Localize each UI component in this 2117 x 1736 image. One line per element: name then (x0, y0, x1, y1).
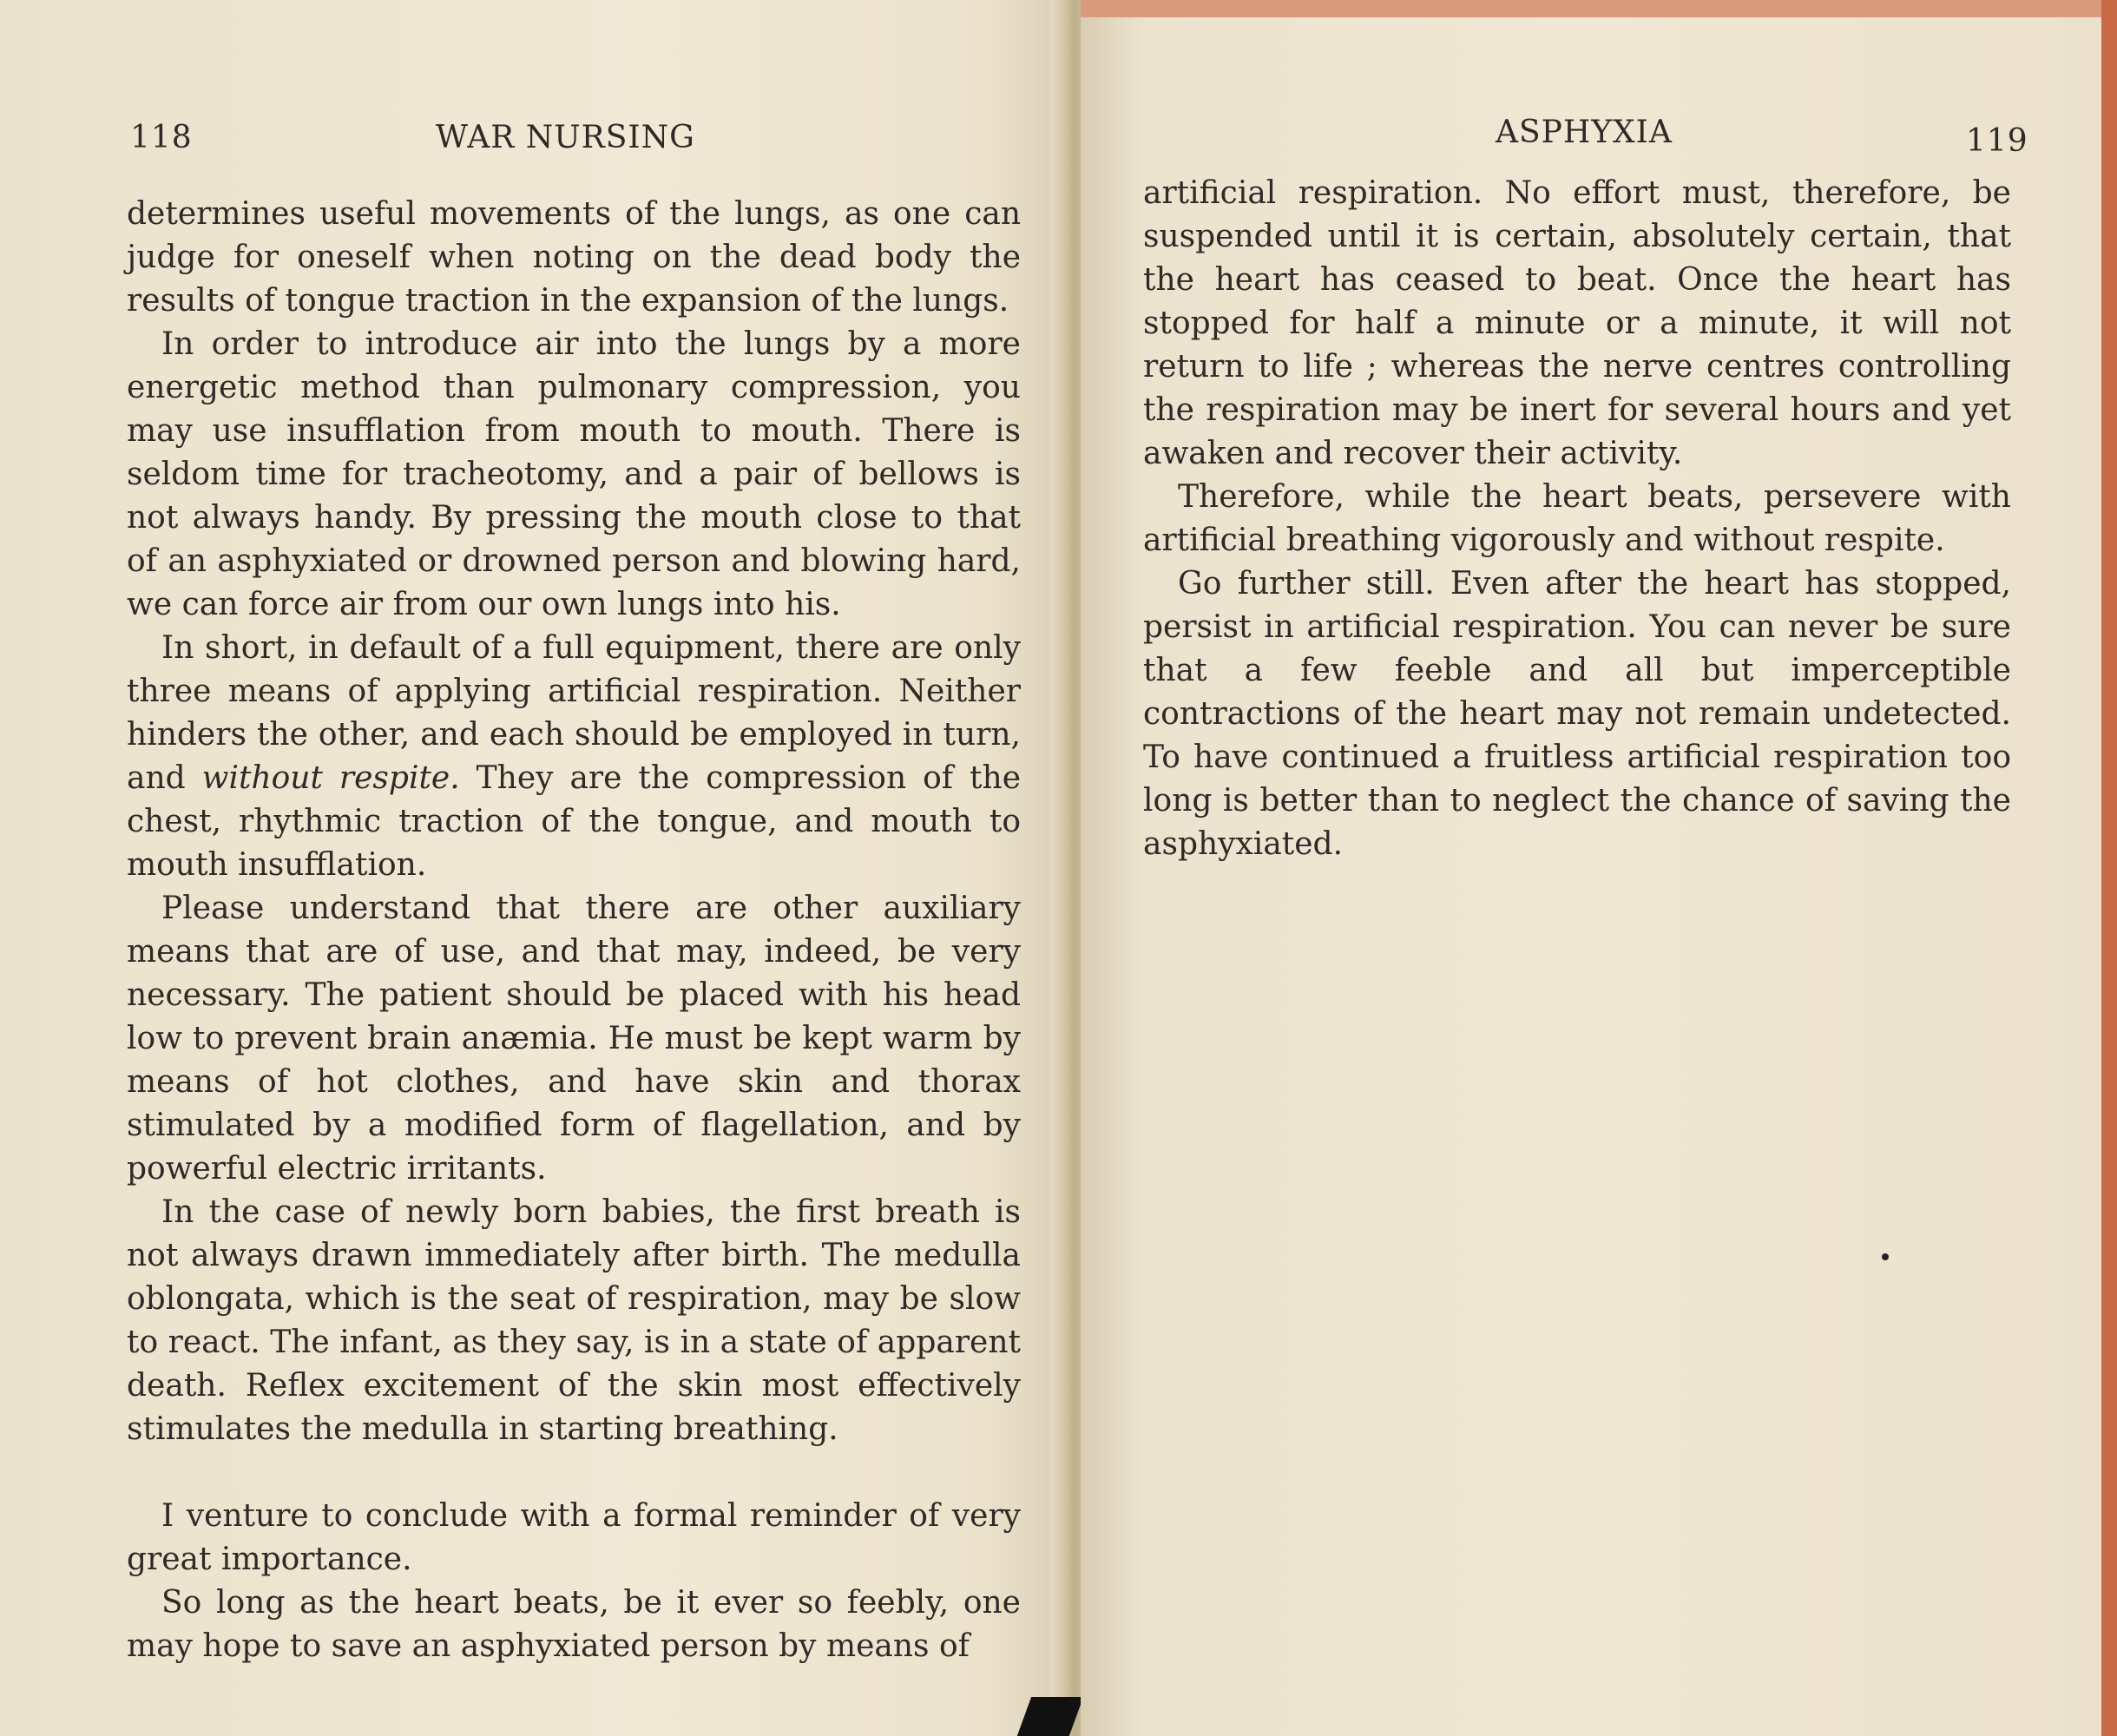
right-page-body (1143, 172, 2011, 866)
right-page (1081, 0, 2101, 1736)
cover-edge-right (2101, 0, 2117, 1736)
right-paragraph-3: Go further still. Even after the heart has stopped, persist in artificial respiration. You can never be sure that a few feeble and all but imperceptible contractions of the heart may not remain undetected. To have continued a fruitless artificial respiration too long is better than to neglect the chance of saving the asphyxiated. (1143, 566, 2011, 862)
right-paragraph-2: Therefore, while the heart beats, persevere with artificial breathing vigorously and without respite. (1143, 479, 2011, 558)
right-running-head: ASPHYXIA (1496, 115, 1673, 150)
left-paragraph-3-end: They are the compression of the chest, rhythmic traction of the tongue, and mouth to mouth insufflation. (127, 760, 1021, 883)
left-paragraph-3 (127, 627, 1021, 887)
left-paragraph-4: Please understand that there are other auxiliary means that are of use, and that may, indeed, be very necessary. The patient should be placed with his head low to prevent brain anæmia. He must be kept warm by means of hot clothes, and have skin and thorax stimulated by a modified form of flagellation, and by powerful electric irritants. (127, 891, 1021, 1187)
left-paragraph-3-start: In short, in default of a full equipment, there are only three means of applying artificial respiration. Neither hinders the other, and each should be employed in turn, and (127, 630, 1021, 796)
left-running-head: WAR NURSING (436, 120, 695, 155)
left-paragraph-1: determines useful movements of the lungs, as one can judge for oneself when noting on the dead body the results of tongue traction in the expansion of the lungs. (127, 196, 1021, 319)
left-paragraph-5: In the case of newly born babies, the first breath is not always drawn immediately after birth. The medulla oblongata, which is the seat of respiration, may be slow to react. The infant, as they say, is in a state of apparent death. Reflex excitement of the skin most effectively stimulates the medulla in starting breathing. (127, 1194, 1021, 1447)
right-paragraph-1: artificial respiration. No effort must, therefore, be suspended until it is certain, absolutely certain, that the heart has ceased to beat. Once the heart has stopped for half a minute or a minute, it will not return to life ; whereas the nerve centres controlling the respiration may be inert for several hours and yet awaken and recover their activity. (1143, 175, 2011, 471)
right-page-number: 119 (1966, 123, 2028, 159)
ink-dot (1882, 1253, 1889, 1260)
left-paragraph-2: In order to introduce air into the lungs by a more energetic method than pulmonary compression, you may use insufflation from mouth to mouth. There is seldom time for tracheotomy, and a pair of bellows is not always handy. By pressing the mouth close to that of an asphyxiated or drowned person and blowing hard, we can force air from our own lungs into his. (127, 326, 1021, 622)
left-paragraph-7: So long as the heart beats, be it ever so feebly, one may hope to save an asphyxiated person by means of (127, 1585, 1021, 1664)
left-paragraph-6: I venture to conclude with a formal reminder of very great importance. (127, 1498, 1021, 1577)
left-page-body (127, 193, 1021, 1668)
left-page-number: 118 (130, 120, 193, 155)
left-paragraph-3-emphasis: without respite. (201, 760, 460, 796)
